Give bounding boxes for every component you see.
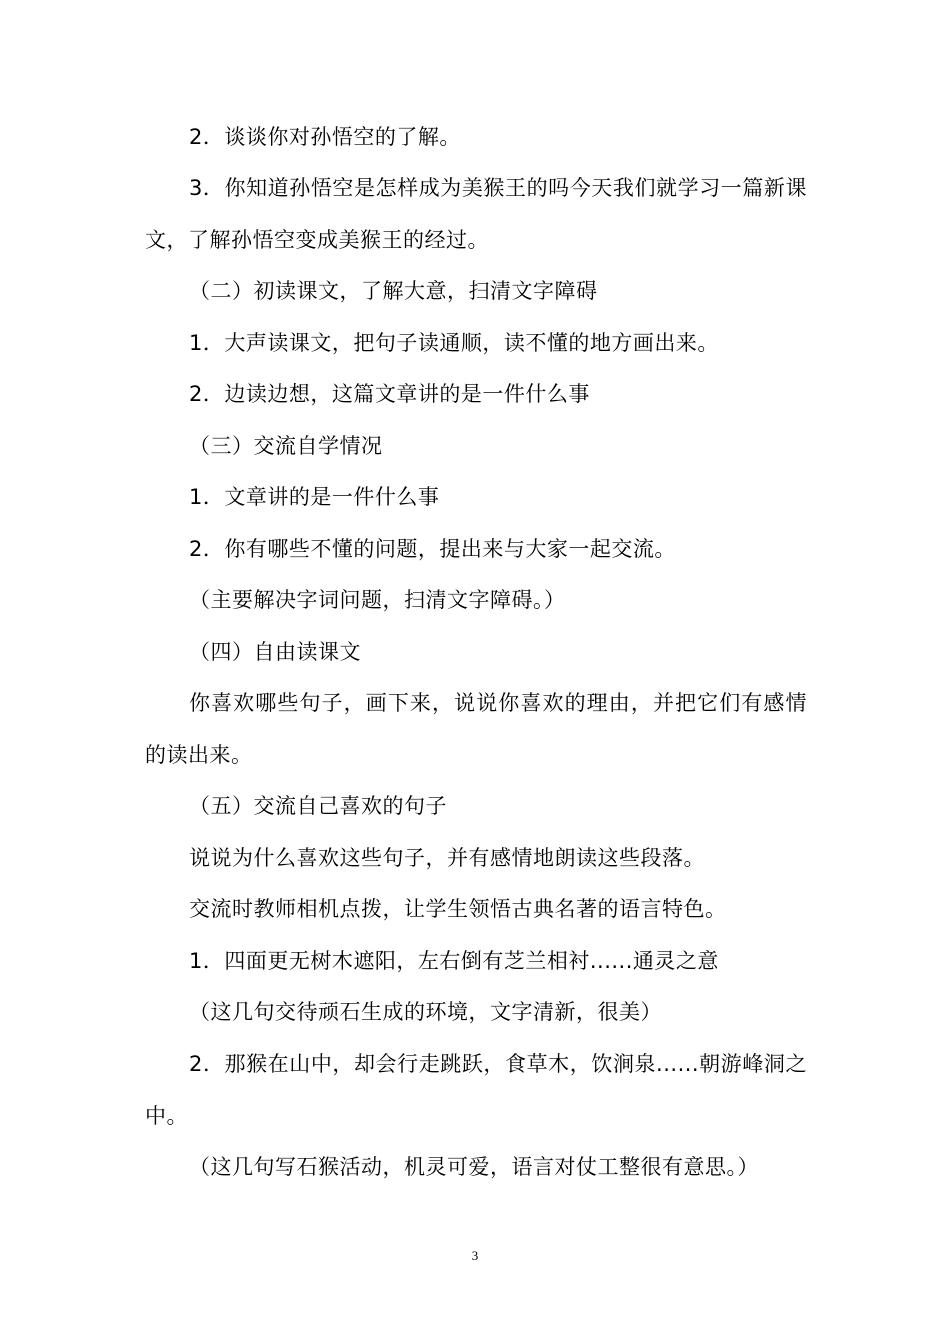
paragraph-read-aloud: 1．大声读课文，把句子读通顺，读不懂的地方画出来。 <box>189 331 719 355</box>
note-monkey-activity: （这几句写石猴活动，机灵可爱，语言对仗工整很有意思。） <box>189 1155 759 1179</box>
section-heading-2: （二）初读课文，了解大意，扫清文字障碍 <box>189 279 598 303</box>
note-environment: （这几句交待顽石生成的环境，文字清新，很美） <box>189 1000 662 1024</box>
paragraph-item-3: 3．你知道孙悟空是怎样成为美猴王的吗今天我们就学习一篇新课文，了解孙悟空变成美猴王的经过。 <box>145 176 807 252</box>
paragraph-article-topic: 1．文章讲的是一件什么事 <box>189 485 440 509</box>
paragraph-questions: 2．你有哪些不懂的问题，提出来与大家一起交流。 <box>189 537 676 561</box>
paragraph-teacher-guidance: 交流时教师相机点拨，让学生领悟古典名著的语言特色。 <box>189 897 727 921</box>
note-vocabulary: （主要解决字词问题，扫清文字障碍。） <box>189 588 566 612</box>
quote-sentence-1: 1．四面更无树木遮阳，左右倒有芝兰相衬......通灵之意 <box>189 949 719 973</box>
section-heading-5: （五）交流自己喜欢的句子 <box>189 794 447 818</box>
paragraph-favorite-sentences: 你喜欢哪些句子，画下来，说说你喜欢的理由，并把它们有感情的读出来。 <box>145 691 807 767</box>
section-heading-3: （三）交流自学情况 <box>189 434 383 458</box>
section-heading-4: （四）自由读课文 <box>189 640 361 664</box>
paragraph-read-think: 2．边读边想，这篇文章讲的是一件什么事 <box>189 382 590 406</box>
paragraph-item-2: 2．谈谈你对孙悟空的了解。 <box>189 125 461 149</box>
quote-sentence-2: 2．那猴在山中，却会行走跳跃，食草木，饮涧泉......朝游峰洞之中。 <box>145 1052 807 1128</box>
paragraph-why-like: 说说为什么喜欢这些句子，并有感情地朗读这些段落。 <box>189 846 705 870</box>
page-number: 3 <box>471 1248 479 1263</box>
